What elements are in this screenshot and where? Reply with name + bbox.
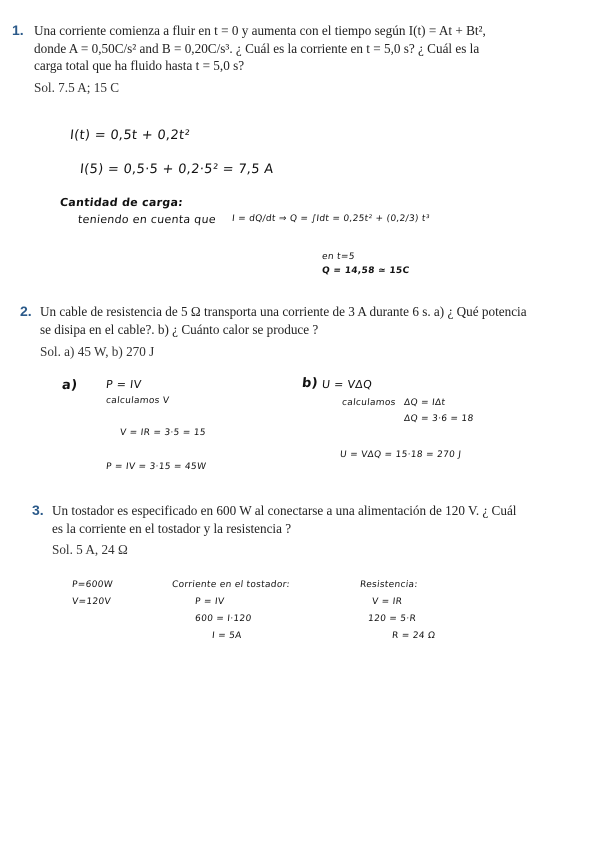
p1-work-eq1: I(t) = 0,5t + 0,2t² (69, 128, 191, 143)
p1-work-line-a: teniendo en cuenta que (77, 213, 217, 226)
problem-2-number: 2. (20, 303, 32, 319)
p2-work-a-eq1: P = IV (105, 378, 143, 391)
problem-3-text-line1: Un tostador es especificado en 600 W al conectarse a una alimentación de 120 V. ¿ Cuál (52, 503, 517, 518)
p3-work-current-1: P = IV (194, 597, 225, 607)
problem-1-text-line3: carga total que ha fluido hasta t = 5,0 s? (34, 58, 245, 73)
p3-work-current-heading: Corriente en el tostador: (171, 580, 291, 590)
p2-work-a-label: a) (61, 378, 79, 393)
problem-3-text-line2: es la corriente en el tostador y la resistencia ? (52, 520, 292, 536)
p1-work-line-b: I = dQ/dt ⇒ Q = ∫Idt = 0,25t² + (0,2/3) t³ (231, 214, 431, 224)
p2-work-a-eq3: P = IV = 3·15 = 45W (105, 462, 207, 472)
problem-2-solution: Sol. a) 45 W, b) 270 J (40, 344, 155, 359)
p2-work-b-eq3: ΔQ = 3·6 = 18 (403, 414, 474, 424)
problem-3-number: 3. (32, 502, 44, 518)
problem-1-text-line1: Una corriente comienza a fluir en t = 0 y aumenta con el tiempo según I(t) = At + Bt², (34, 23, 486, 38)
p3-work-resistance-2: 120 = 5·R (367, 614, 417, 624)
p3-work-resistance-heading: Resistencia: (359, 580, 419, 590)
problem-2-text-line1: Un cable de resistencia de 5 Ω transporta una corriente de 3 A durante 6 s. a) ¿ Qué potencia (40, 304, 527, 319)
problem-1-text-line2: donde A = 0,50C/s² and B = 0,20C/s³. ¿ Cuál es la corriente en t = 5,0 s? ¿ Cuál es la (34, 40, 480, 56)
problem-1-number: 1. (12, 22, 24, 38)
p2-work-a-calc: calculamos V (105, 396, 170, 406)
p1-work-line-c: en t=5 (321, 252, 356, 262)
p2-work-b-eq2: ΔQ = IΔt (403, 398, 446, 408)
problem-3-solution: Sol. 5 A, 24 Ω (52, 542, 128, 557)
p2-work-b-eq1: U = VΔQ (321, 378, 373, 391)
problem-1-solution: Sol. 7.5 A; 15 C (34, 80, 120, 95)
p3-work-given1: P=600W (71, 580, 114, 590)
p3-work-resistance-1: V = IR (371, 597, 403, 607)
p3-work-resistance-3: R = 24 Ω (391, 631, 436, 641)
problem-2-text-line2: se disipa en el cable?. b) ¿ Cuánto calor se produce ? (40, 321, 319, 337)
p2-work-b-eq4: U = VΔQ = 15·18 = 270 J (339, 450, 462, 460)
p3-work-current-3: I = 5A (211, 631, 243, 641)
p3-work-current-2: 600 = I·120 (194, 614, 252, 624)
p2-work-b-label: b) (301, 376, 319, 391)
p1-work-heading: Cantidad de carga: (59, 196, 184, 209)
p3-work-given2: V=120V (71, 597, 112, 607)
p1-work-line-d: Q = 14,58 ≃ 15C (321, 266, 410, 276)
p1-work-eq2: I(5) = 0,5·5 + 0,2·5² = 7,5 A (79, 162, 275, 177)
p2-work-a-eq2: V = IR = 3·5 = 15 (119, 428, 207, 438)
p2-work-b-calc: calculamos (341, 398, 397, 408)
